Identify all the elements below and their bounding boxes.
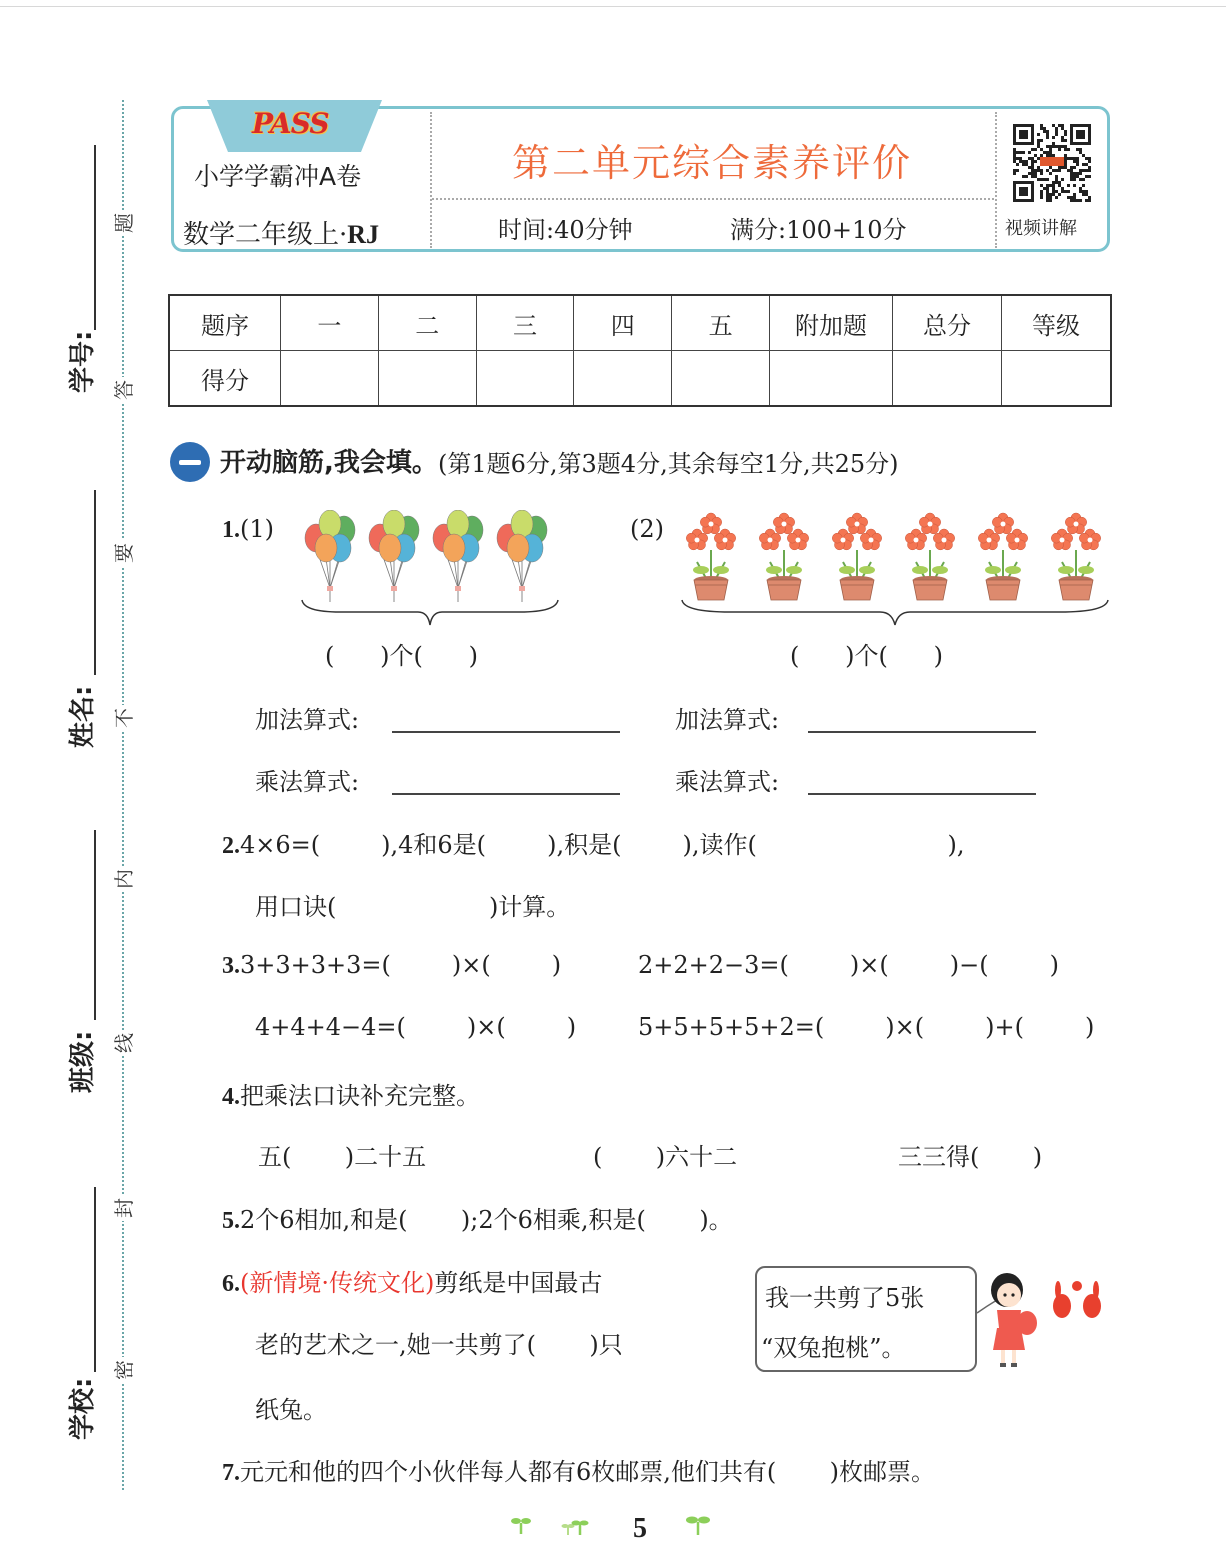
seal-char: 答 xyxy=(111,377,137,403)
flower-pot xyxy=(978,513,1027,600)
rhyme-item: 五( )二十五 xyxy=(258,1143,427,1171)
student-id-label: 学号: xyxy=(68,330,98,393)
question-2 xyxy=(222,825,965,860)
seal-char: 线 xyxy=(111,1030,137,1056)
table-row xyxy=(169,295,1111,351)
addition-label: 加法算式: xyxy=(255,706,360,734)
column-header: 一 xyxy=(281,295,379,351)
score-cell[interactable] xyxy=(893,351,1002,407)
video-explanation-label[interactable]: 视频讲解 xyxy=(1005,218,1077,239)
brace-icon xyxy=(300,598,560,628)
score-cell[interactable] xyxy=(574,351,672,407)
question-text: 元元和他的四个小伙伴每人都有6枚邮票,他们共有( )枚邮票。 xyxy=(240,1458,936,1486)
multiplication-label: 乘法算式: xyxy=(255,768,360,796)
equation: 5+5+5+5+2=( )×( )+( ) xyxy=(638,1013,1095,1041)
section-title: 开动脑筋,我会填。 xyxy=(220,448,438,478)
q1-part2-blank[interactable]: ( )个( ) xyxy=(790,642,943,670)
question-6-line-3: 纸兔。 xyxy=(255,1396,327,1424)
row-label: 题序 xyxy=(169,295,281,351)
balloon xyxy=(443,534,465,562)
q1-part1-blank[interactable]: ( )个( ) xyxy=(325,642,478,670)
flower xyxy=(1065,513,1086,534)
sprout-icon xyxy=(510,1515,532,1535)
brace-icon xyxy=(680,598,1110,628)
balloon xyxy=(315,534,337,562)
header-divider xyxy=(995,112,997,248)
flower-pot xyxy=(832,513,881,600)
speech-bubble xyxy=(755,1266,977,1372)
question-text: 把乘法口诀补充完整。 xyxy=(240,1082,480,1110)
balloon xyxy=(507,534,529,562)
page-edge xyxy=(0,6,1226,7)
column-header: 三 xyxy=(476,295,574,351)
question-text: 2个6相加,和是( );2个6相乘,积是( )。 xyxy=(240,1206,733,1234)
equation: 3+3+3+3=( )×( ) xyxy=(240,951,562,979)
context-tag: (新情境·传统文化) xyxy=(240,1269,435,1297)
balloon xyxy=(319,510,341,538)
question-1-part-2-label: (2) xyxy=(630,515,664,543)
balloon-bunches-illustration xyxy=(298,510,558,605)
question-number: 2. xyxy=(222,833,240,859)
question-number: 3. xyxy=(222,953,240,979)
flower-pot xyxy=(1051,513,1100,600)
seal-char: 内 xyxy=(111,866,137,892)
score-cell[interactable] xyxy=(378,351,476,407)
balloon-bunch xyxy=(497,510,547,602)
series-name: 小学学霸冲A卷 xyxy=(194,162,362,191)
header-divider xyxy=(432,198,994,200)
pass-logo: PASS xyxy=(252,107,329,140)
multiplication-label: 乘法算式: xyxy=(675,768,780,796)
question-6 xyxy=(222,1263,602,1298)
question-7 xyxy=(222,1452,935,1487)
page-title: 第二单元综合素养评价 xyxy=(511,141,912,185)
flower-pot xyxy=(905,513,954,600)
addition-label: 加法算式: xyxy=(675,706,780,734)
score-cell[interactable] xyxy=(1002,351,1112,407)
score-cell[interactable] xyxy=(672,351,770,407)
section-number-badge xyxy=(170,442,210,482)
full-score: 满分:100+10分 xyxy=(730,216,907,244)
book-subject: 数学二年级上· xyxy=(183,220,348,250)
page-number: 5 xyxy=(633,1513,647,1544)
name-label: 姓名: xyxy=(68,685,98,748)
question-1 xyxy=(222,515,274,544)
seal-char: 题 xyxy=(111,210,137,236)
row-label: 得分 xyxy=(169,351,281,407)
book-name xyxy=(183,214,379,251)
seal-char: 要 xyxy=(111,540,137,566)
flower xyxy=(992,513,1013,534)
rhyme-item: 三三得( ) xyxy=(898,1143,1043,1171)
sprout-icon xyxy=(686,1514,710,1536)
balloon xyxy=(379,534,401,562)
column-header: 附加题 xyxy=(770,295,893,351)
rhyme-item: ( )六十二 xyxy=(593,1143,738,1171)
book-edition: RJ xyxy=(347,220,380,249)
equation: 4+4+4−4=( )×( ) xyxy=(255,1013,577,1041)
question-number: 4. xyxy=(222,1084,240,1110)
girl-with-papercut-illustration xyxy=(975,1268,1115,1376)
column-header: 二 xyxy=(378,295,476,351)
school-label: 学校: xyxy=(68,1377,98,1440)
question-number: 6. xyxy=(222,1271,240,1297)
question-5 xyxy=(222,1200,733,1235)
question-text: 4×6=( ),4和6是( ),积是( ),读作( ), xyxy=(240,831,965,859)
equation: 2+2+2−3=( )×( )−( ) xyxy=(638,951,1060,979)
speech-text: “双兔抱桃”。 xyxy=(761,1334,906,1362)
qr-code-icon[interactable] xyxy=(1013,124,1091,202)
table-row xyxy=(169,351,1111,407)
question-number: 5. xyxy=(222,1208,240,1234)
question-3 xyxy=(222,951,561,980)
speech-text: 我一共剪了5张 xyxy=(765,1284,925,1312)
flower xyxy=(846,513,867,534)
seal-char: 封 xyxy=(111,1195,137,1221)
flower xyxy=(700,513,721,534)
student-id-field[interactable] xyxy=(94,145,96,330)
class-field[interactable] xyxy=(94,830,96,1020)
score-table xyxy=(168,294,1112,407)
seal-char: 密 xyxy=(111,1357,137,1383)
question-number: 7. xyxy=(222,1460,240,1486)
balloon-bunch xyxy=(433,510,483,602)
seal-dotted-line xyxy=(122,100,124,1490)
time-limit: 时间:40分钟 xyxy=(498,216,633,244)
balloon-bunch xyxy=(369,510,419,602)
flower-pots-illustration xyxy=(675,510,1115,602)
class-label: 班级: xyxy=(68,1030,98,1093)
school-field[interactable] xyxy=(94,1187,96,1372)
score-cell[interactable] xyxy=(476,351,574,407)
balloon xyxy=(511,510,533,538)
score-cell[interactable] xyxy=(281,351,379,407)
balloon-bunch xyxy=(305,510,355,602)
addition-answer-line[interactable] xyxy=(808,731,1036,733)
name-field[interactable] xyxy=(94,490,96,675)
seal-char: 不 xyxy=(111,705,137,731)
column-header: 总分 xyxy=(893,295,1002,351)
flower xyxy=(919,513,940,534)
section-scoring-note: (第1题6分,第3题4分,其余每空1分,共25分) xyxy=(438,450,899,478)
sprout-icon xyxy=(560,1518,590,1536)
question-number: 1. xyxy=(222,517,240,543)
part-label: (1) xyxy=(240,515,274,543)
question-4 xyxy=(222,1076,480,1111)
flower xyxy=(773,513,794,534)
multiplication-answer-line[interactable] xyxy=(392,793,620,795)
flower-pot xyxy=(686,513,735,600)
multiplication-answer-line[interactable] xyxy=(808,793,1036,795)
addition-answer-line[interactable] xyxy=(392,731,620,733)
column-header: 四 xyxy=(574,295,672,351)
column-header: 等级 xyxy=(1002,295,1112,351)
balloon xyxy=(383,510,405,538)
score-cell[interactable] xyxy=(770,351,893,407)
question-6-line-2: 老的艺术之一,她一共剪了( )只 xyxy=(255,1331,623,1359)
question-text: 剪纸是中国最古 xyxy=(434,1269,603,1297)
column-header: 五 xyxy=(672,295,770,351)
balloon xyxy=(447,510,469,538)
question-2-line-2: 用口诀( )计算。 xyxy=(255,893,571,921)
flower-pot xyxy=(759,513,808,600)
